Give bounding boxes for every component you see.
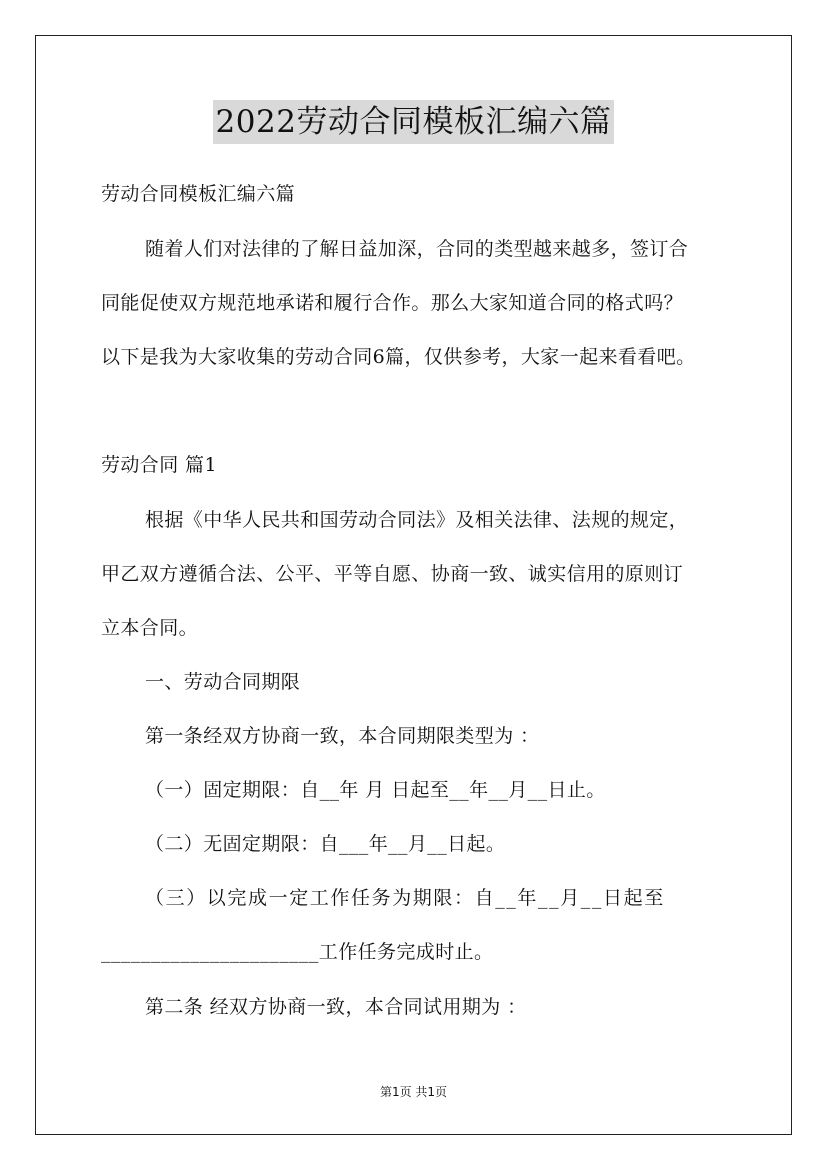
clause-heading: 一、劳动合同期限 bbox=[145, 671, 301, 693]
term-option-task: （三）以完成一定工作任务为期限：自__年__月__日起至 bbox=[145, 887, 665, 909]
page-footer: 第1页 共1页 bbox=[379, 1085, 448, 1099]
intro-line-2: 同能促使双方规范地承诺和履行合作。那么大家知道合同的格式吗？ bbox=[101, 292, 684, 314]
document-title: 2022劳动合同模板汇编六篇 bbox=[213, 100, 615, 144]
preamble-line-2: 甲乙双方遵循合法、公平、平等自愿、协商一致、诚实信用的原则订 bbox=[101, 563, 684, 585]
document-subtitle: 劳动合同模板汇编六篇 bbox=[101, 183, 296, 205]
term-option-fixed: （一）固定期限：自__年 月 日起至__年__月__日止。 bbox=[145, 779, 606, 801]
article-2: 第二条 经双方协商一致，本合同试用期为 ： bbox=[145, 996, 527, 1018]
preamble-line-3: 立本合同。 bbox=[101, 617, 199, 639]
term-option-task-cont: ______________________工作任务完成时止。 bbox=[101, 941, 494, 963]
article-1: 第一条经双方协商一致，本合同期限类型为 ： bbox=[145, 725, 540, 747]
intro-line-3: 以下是我为大家收集的劳动合同6篇，仅供参考，大家一起来看看吧。 bbox=[101, 346, 696, 368]
section-heading: 劳动合同 篇1 bbox=[101, 454, 217, 476]
title-container bbox=[0, 100, 827, 144]
preamble-line-1: 根据《中华人民共和国劳动合同法》及相关法律、法规的规定， bbox=[145, 509, 689, 531]
intro-line-1: 随着人们对法律的了解日益加深，合同的类型越来越多，签订合 bbox=[145, 238, 689, 260]
term-option-open: （二）无固定期限：自___年__月__日起。 bbox=[145, 833, 506, 855]
